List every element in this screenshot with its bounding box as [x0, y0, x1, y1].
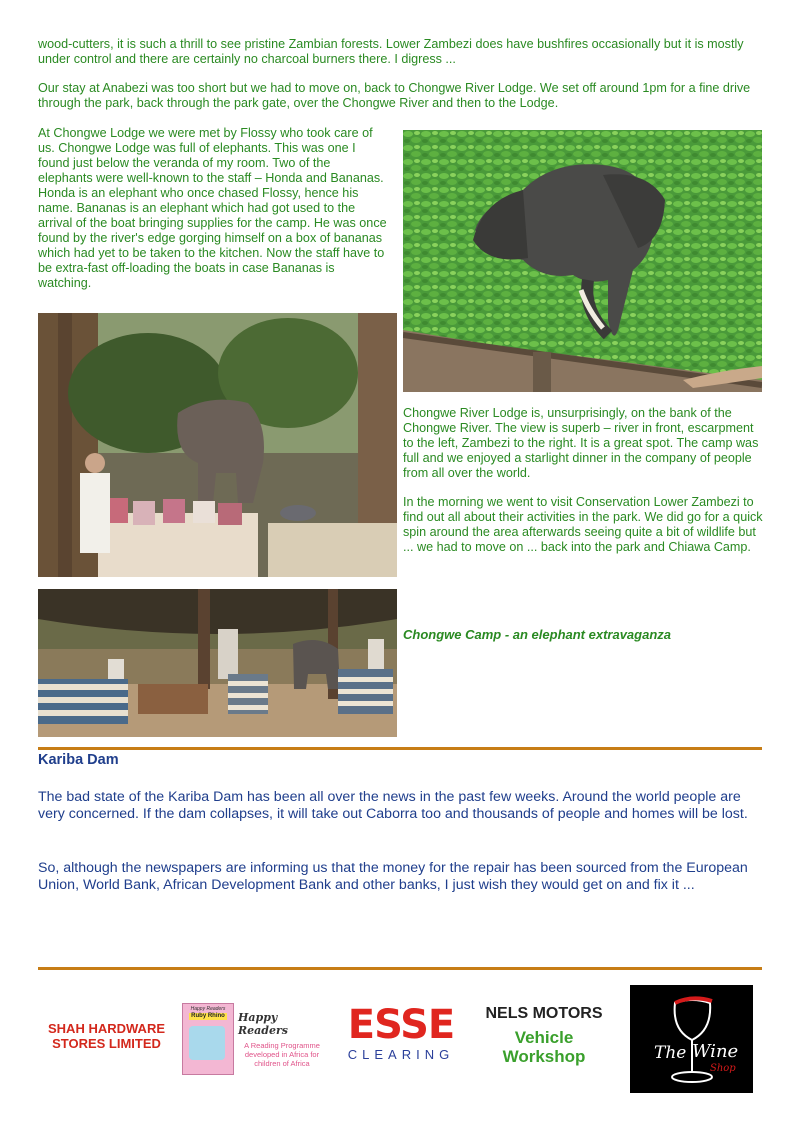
book-illustration	[189, 1026, 225, 1060]
wine-shop-shop: Shop	[710, 1063, 736, 1074]
elephant-at-lodge-photo	[38, 313, 397, 577]
wine-shop-the: The	[654, 1043, 687, 1063]
shah-hardware-logo	[38, 1003, 175, 1069]
chongwe-right-paragraph-1: Chongwe River Lodge is, unsurprisingly, on the bank of the Chongwe River. The view is superb – river in front, escarpment to the left, Zambezi to the right. It is a great spot. The camp was full and we enjoyed a starlight dinner in the company of people from all over the world.	[403, 406, 759, 480]
nels-motors-logo	[476, 1000, 612, 1070]
intro-paragraph-1: wood-cutters, it is such a thrill to see pristine Zambian forests. Lower Zambezi does have bushfires occasionally but it is mostly under control and there are certainly no charcoal burners there. I digress ...	[38, 37, 744, 66]
section-divider-bottom	[38, 967, 762, 970]
shah-hardware-name: SHAH HARDWARE STORES LIMITED	[48, 1021, 165, 1051]
wine-shop-logo	[630, 985, 753, 1093]
nels-motors-title: NELS MOTORS	[485, 1004, 603, 1022]
book-title-text: Ruby Rhino	[189, 1013, 227, 1020]
happy-readers-title: Happy Readers	[238, 1010, 288, 1037]
esse-clearing-text: CLEARING	[347, 1047, 455, 1062]
nels-vehicle-text: Vehicle	[514, 1027, 574, 1047]
ruby-rhino-book-cover	[182, 1003, 234, 1075]
camp-elephant-photo	[38, 589, 397, 737]
elephant-in-river-photo	[403, 130, 762, 392]
kariba-heading: Kariba Dam	[38, 752, 119, 768]
section-divider-top	[38, 747, 762, 750]
intro-paragraph-2: Our stay at Anabezi was too short but we had to move on, back to Chongwe River Lodge. We set off around 1pm for a fine drive through the park, back through the park gate, over the Chongwe River and then to the Lodge.	[38, 81, 751, 110]
wine-glass-icon	[630, 985, 753, 1093]
esse-clearing-logo	[330, 1000, 472, 1066]
esse-wordmark: ESSE	[347, 1002, 455, 1048]
happy-readers-logo	[182, 1003, 324, 1075]
book-series-text: Happy Readers	[190, 1006, 226, 1012]
chongwe-right-paragraph-2: In the morning we went to visit Conservation Lower Zambezi to find out all about their activities in the park. We did go for a quick spin around the area afterwards seeing quite a bit of wildlife but ... we had to move on ... back into the park and Chiawa Camp.	[403, 495, 763, 554]
wine-shop-wine: Wine	[692, 1041, 739, 1062]
happy-readers-description: A Reading Programme developed in Africa for children of Africa	[244, 1040, 320, 1068]
nels-workshop-text: Workshop	[502, 1046, 586, 1066]
photo-caption: Chongwe Camp - an elephant extravaganza	[403, 627, 672, 642]
chongwe-left-text: At Chongwe Lodge we were met by Flossy who took care of us. Chongwe Lodge was full of elephants. This was one I found just below the veranda of my room. Two of the elephants were well-known to the staff – Honda and Bananas. Honda is an elephant who once chased Flossy, hence his name. Bananas is an elephant which had got used to the arrival of the boat bringing supplies for the camp. He was once found by the river's edge gorging himself on a box of bananas which had yet to be taken to the kitchen. Now the staff have to be extra-fast off-loading the boats in case Bananas is watching.	[38, 126, 387, 290]
kariba-paragraph-1: The bad state of the Kariba Dam has been all over the news in the past few weeks. Around the world people are very concerned. If the dam collapses, it will take out Caborra too and thousands of people and homes will be lost.	[38, 789, 748, 822]
kariba-paragraph-2: So, although the newspapers are informing us that the money for the repair has been sourced from the European Union, World Bank, African Development Bank and other banks, I just wish they would get on and fix it ...	[38, 860, 748, 893]
